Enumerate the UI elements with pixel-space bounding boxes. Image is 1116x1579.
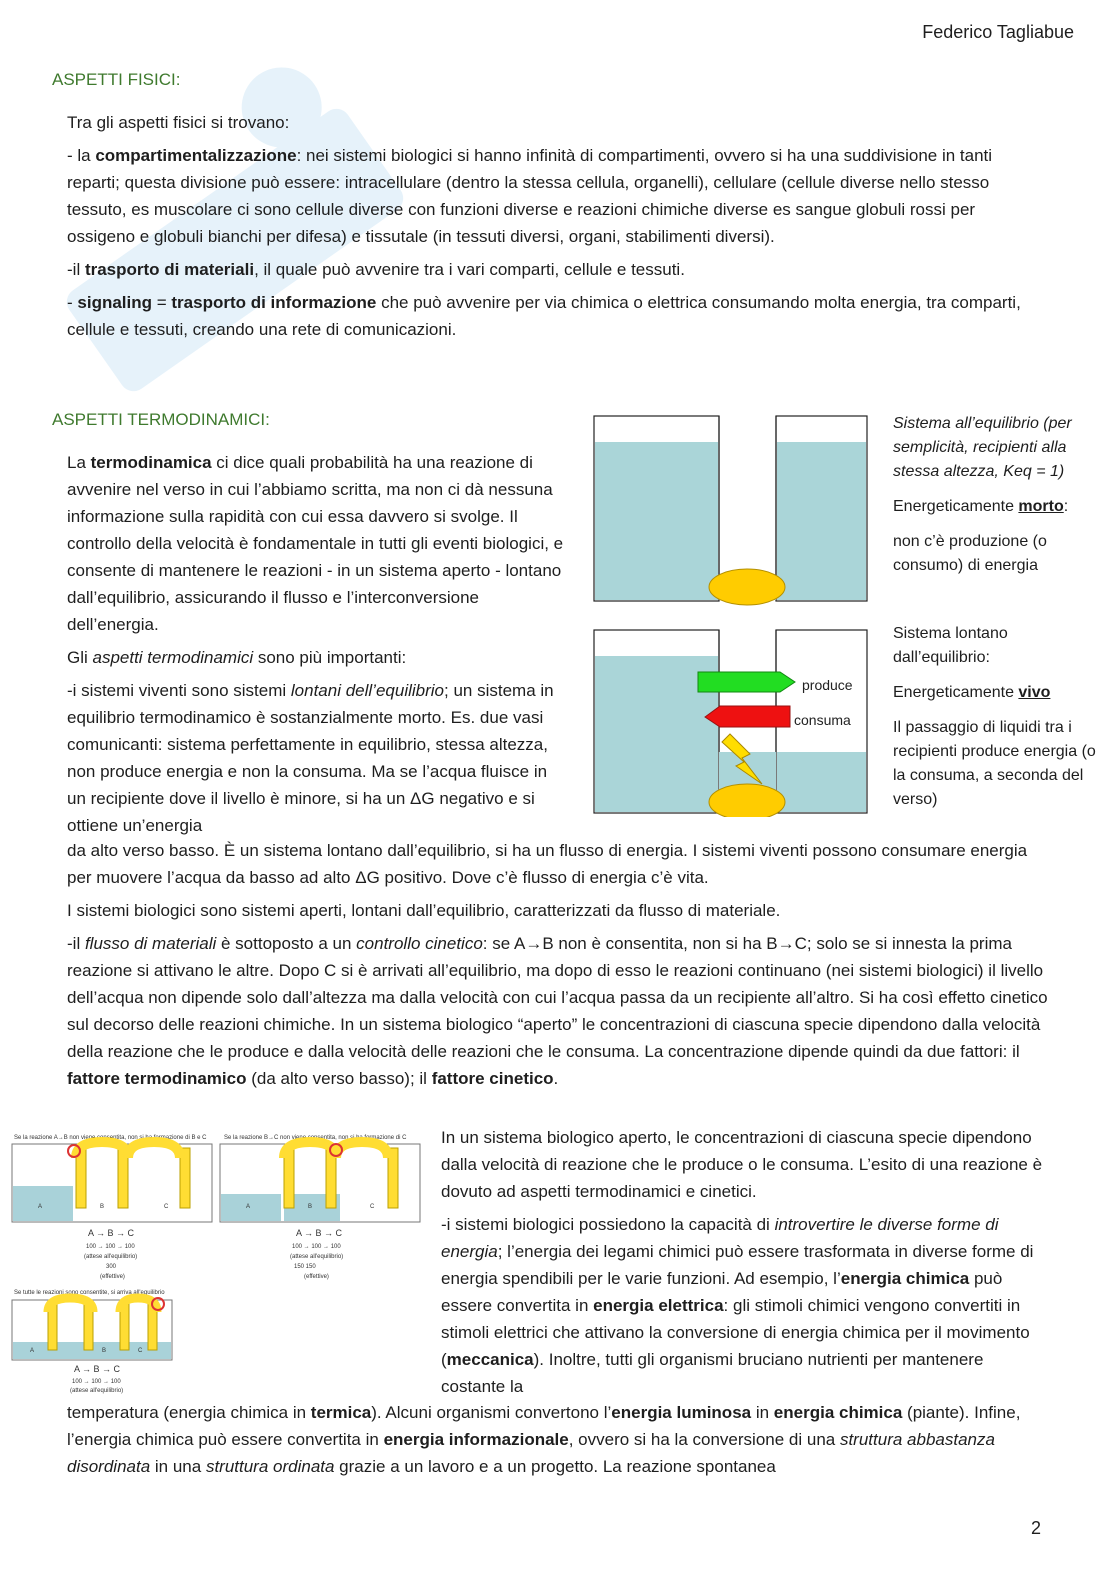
svg-text:B: B xyxy=(102,1348,107,1354)
paragraph-lontani-equilibrio: -i sistemi viventi sono sistemi lontani dell’equilibrio; un sistema in equilibrio termodinamico è sostanzialmente morto. Es. due vasi comunicanti: sistema perfettamente in equilibrio, stessa altezza, non produce energia e non la consuma. Ma se l’acqua fluisce in un recipiente dove il livello è minore, si ha un ΔG negativo e si ottiene un’energia xyxy=(67,681,554,835)
section2-right-column xyxy=(441,1124,1046,1400)
section2-left-column xyxy=(67,449,567,839)
svg-text:(effettive): (effettive) xyxy=(304,1274,329,1280)
paragraph-aspetti-termodinamici: Gli aspetti termodinamici sono più importanti: xyxy=(67,648,407,667)
svg-text:C: C xyxy=(370,1204,375,1210)
diagram3-title: Se tutte le reazioni sono consentite, si arriva all'equilibrio xyxy=(14,1290,165,1296)
paragraph-sistemi-aperti: I sistemi biologici sono sistemi aperti, lontani dall’equilibrio, caratterizzati da flusso di materiale. xyxy=(67,901,781,920)
caption-equilibrium: Sistema all’equilibrio (per semplicità, recipienti alla stessa altezza, Keq = 1) xyxy=(893,415,1072,480)
section1-body xyxy=(67,109,1042,343)
heading-aspetti-fisici: ASPETTI FISICI: xyxy=(52,70,181,89)
page-number: 2 xyxy=(1030,1518,1041,1538)
produce-arrow xyxy=(698,672,795,692)
water-right-neq xyxy=(777,752,866,812)
author-name: Federico Tagliabue xyxy=(922,22,1074,42)
caption-dead: Energeticamente morto: xyxy=(893,498,1069,515)
section2-final xyxy=(67,1399,1052,1480)
paragraph-controllo-cinetico: -il flusso di materiali è sottoposto a un controllo cinetico: se A→B non è consentita, non si ha B→C; solo se si innesta la prima reazione si attivano le altre. Dopo C si è arrivati all’equilibrio, ma dopo di esso le reazioni continuano (nei sistemi biologici) il livello dell’acqua non dipende solo dall’altezza ma dalla velocità con cui l’acqua passa da un recipiente all’altro. Si ha così effetto cinetico sul decorso delle reazioni chimiche. In un sistema biologico “aperto” le concentrazioni di ciascuna specie dipendono dalla velocità della reazione che le produce e dalla velocità delle reazioni che le consuma. La concentrazione dipende quindi da due fattori: il fattore termodinamico (da alto verso basso); il fattore cinetico. xyxy=(67,934,1048,1088)
water-right-eq xyxy=(777,442,866,600)
produce-label: produce xyxy=(802,677,853,693)
svg-text:C: C xyxy=(164,1204,169,1210)
svg-text:(attese all'equilibrio): (attese all'equilibrio) xyxy=(290,1254,344,1260)
turbine-wheel-neq xyxy=(709,784,785,817)
paragraph-trasporto: -il trasporto di materiali, il quale può avvenire tra i vari comparti, cellule e tessuti. xyxy=(67,260,685,279)
diagram1-title: Se la reazione A→B non viene consentita, non si ha formazione di B e C xyxy=(14,1135,207,1141)
svg-text:300: 300 xyxy=(106,1264,117,1270)
turbine-wheel-eq xyxy=(709,569,785,605)
paragraph-sistema-aperto: In un sistema biologico aperto, le concentrazioni di ciascuna specie dipendono dalla velocità di reazione che le produce o le consuma. L’esito di una reazione è dovuto ad aspetti termodinamici e cinetici. xyxy=(441,1128,1043,1201)
svg-text:150 150: 150 150 xyxy=(294,1264,316,1270)
caption-far-equilibrium: Sistema lontano dall’equilibrio: xyxy=(893,625,1008,666)
diagram2-title: Se la reazione B→C non viene consentita, non si ha formazione di C xyxy=(224,1135,407,1141)
caption-no-energy: non c’è produzione (o consumo) di energia xyxy=(893,533,1047,574)
svg-text:B: B xyxy=(308,1204,313,1210)
svg-text:100 → 100 → 100: 100 → 100 → 100 xyxy=(292,1244,341,1250)
svg-text:100 → 100 → 100: 100 → 100 → 100 xyxy=(72,1379,121,1385)
consume-label: consuma xyxy=(794,712,851,728)
svg-text:A: A xyxy=(38,1204,43,1210)
consume-arrow xyxy=(705,706,790,727)
caption-liquid-passage: Il passaggio di liquidi tra i recipienti produce energia (o la consuma, a seconda del verso) xyxy=(893,719,1096,808)
diagram1-equation: A → B → C xyxy=(88,1228,135,1238)
svg-text:A: A xyxy=(246,1204,251,1210)
paragraph-flusso-energia: da alto verso basso. È un sistema lontano dall’equilibrio, si ha un flusso di energia. I sistemi viventi possono consumare energia per muovere l’acqua da basso ad alto ΔG positivo. Dove c’è flusso di energia c’è vita. xyxy=(67,841,1028,887)
svg-text:C: C xyxy=(138,1348,143,1354)
vessels-captions xyxy=(893,412,1105,812)
svg-text:(attese all'equilibrio): (attese all'equilibrio) xyxy=(84,1254,138,1260)
heading-aspetti-termodinamici: ASPETTI TERMODINAMICI: xyxy=(52,410,270,429)
diagram2-equation: A → B → C xyxy=(296,1228,343,1238)
svg-text:(attese all'equilibrio): (attese all'equilibrio) xyxy=(70,1388,124,1394)
paragraph-compartimentalizzazione: - la compartimentalizzazione: nei sistemi biologici si hanno infinità di compartimenti, ovvero si ha una suddivisione in tanti reparti; questa divisione può essere: intracellulare (dentro la stessa cellula, organelli), cellulare (cellule diverse nello stesso tessuto, es muscolare ci sono cellule diverse con funzioni diverse e reazioni chimiche diverse es sangue globuli rossi per ossigeno e globuli bianchi per difesa) e tissutale (in tessuti diversi, organi, stabilimenti diversi). xyxy=(67,146,993,246)
paragraph-signaling: - signaling = trasporto di informazione che può avvenire per via chimica o elettrica consumando molta energia, tra comparti, cellule e tessuti, creando una rete di comunicazioni. xyxy=(67,293,1021,339)
paragraph-energia-conversioni: temperatura (energia chimica in termica). Alcuni organismi convertono l’energia luminosa in energia chimica (piante). Infine, l’energia chimica può essere convertita in energia informazionale, ovvero si ha la conversione di una struttura abbastanza disordinata in una struttura ordinata grazie a un lavoro e a un progetto. La reazione spontanea xyxy=(67,1403,1021,1476)
kinetic-control-diagrams xyxy=(8,1128,428,1396)
paragraph-forme-energia: -i sistemi biologici possiedono la capacità di introvertire le diverse forme di energia; l’energia dei legami chimici può essere trasformata in diverse forme di energia spendibili per le varie funzioni. Ad esempio, l’energia chimica può essere convertita in energia elettrica: gli stimoli chimici vengono convertiti in stimoli elettrici che attivano la conversione di energia chimica per il movimento (meccanica). Inoltre, tutti gli organismi bruciano nutrienti per mantenere costante la xyxy=(441,1215,1034,1396)
section2-fullwidth xyxy=(67,837,1052,1092)
svg-text:(effettive): (effettive) xyxy=(100,1274,125,1280)
vessels-nonequilibrium xyxy=(594,630,867,817)
vessels-equilibrium xyxy=(594,416,867,605)
vessels-diagram xyxy=(590,412,875,817)
svg-text:B: B xyxy=(100,1204,105,1210)
svg-text:100 → 100 → 100: 100 → 100 → 100 xyxy=(86,1244,135,1250)
paragraph-termodinamica: La termodinamica ci dice quali probabilità ha una reazione di avvenire nel verso in cui l’abbiamo scritta, ma non ci dà nessuna informazione sulla rapidità con cui essa davvero si svolge. Il controllo della velocità è fondamentale in tutti gli eventi biologici, e consente di mantenere le reazioni - in un sistema aperto - lontano dall’equilibrio, assicurando il flusso e l’interconversione dell’energia. xyxy=(67,453,564,634)
water-left-eq xyxy=(595,442,718,600)
diagram3-equation: A → B → C xyxy=(74,1364,121,1374)
caption-alive: Energeticamente vivo xyxy=(893,684,1051,701)
section1-intro: Tra gli aspetti fisici si trovano: xyxy=(67,113,290,132)
svg-text:A: A xyxy=(30,1348,35,1354)
